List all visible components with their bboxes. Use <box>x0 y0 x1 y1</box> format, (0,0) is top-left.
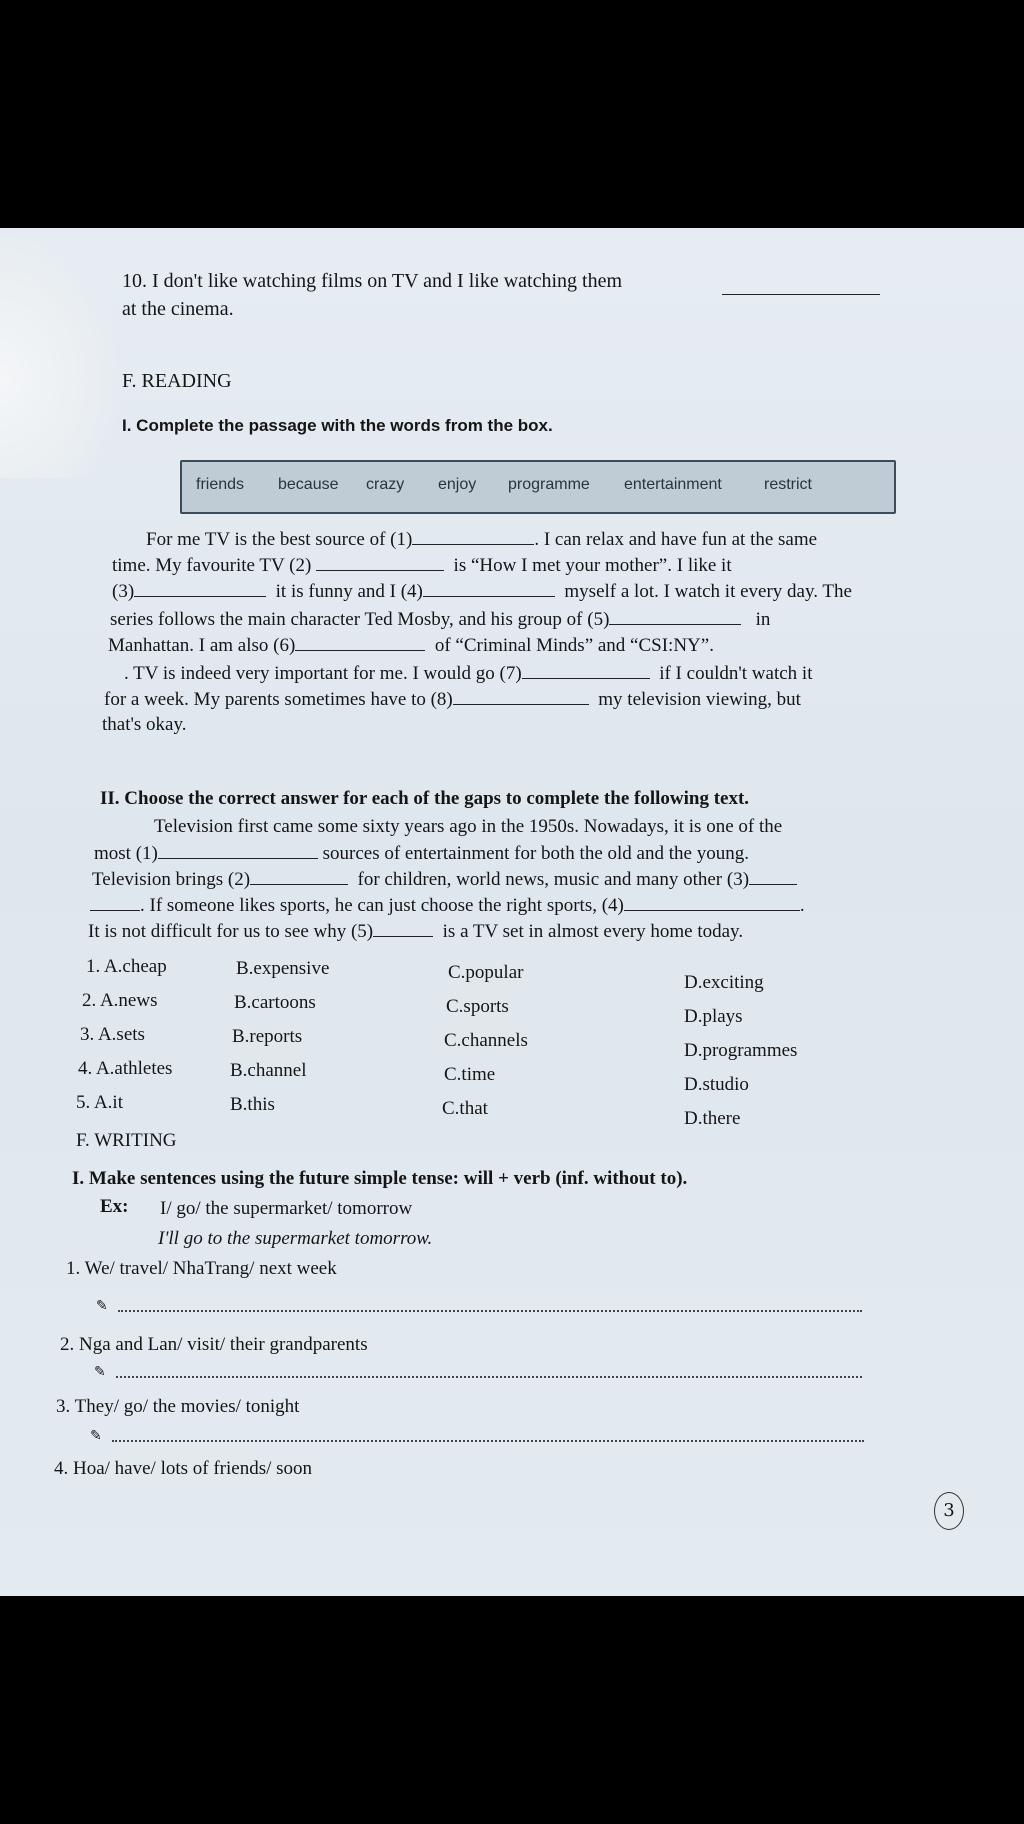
option-4d[interactable]: D.studio <box>684 1074 749 1095</box>
gap-2[interactable] <box>316 554 444 571</box>
writing-item-2: 2. Nga and Lan/ visit/ their grandparents <box>60 1334 368 1355</box>
option-4b[interactable]: B.channel <box>230 1060 307 1081</box>
option-5b[interactable]: B.this <box>230 1094 275 1115</box>
gap2-4[interactable] <box>624 894 800 911</box>
example-label: Ex: <box>100 1196 129 1217</box>
option-3b[interactable]: B.reports <box>232 1026 303 1047</box>
option-2d[interactable]: D.plays <box>684 1006 743 1027</box>
option-1a[interactable]: 1. A.cheap <box>86 956 167 977</box>
pen-icon: ✎ <box>90 1428 102 1444</box>
writing-item-1: 1. We/ travel/ NhaTrang/ next week <box>66 1258 337 1279</box>
word-restrict: restrict <box>764 476 812 493</box>
word-programme: programme <box>508 476 590 493</box>
option-2c[interactable]: C.sports <box>446 996 509 1017</box>
passage1-line6: . TV is indeed very important for me. I would go (7) if I couldn't watch it <box>124 663 813 684</box>
option-4a[interactable]: 4. A.athletes <box>78 1058 173 1079</box>
gap-3[interactable] <box>134 580 266 597</box>
word-because: because <box>278 476 339 493</box>
example-answer: I'll go to the supermarket tomorrow. <box>158 1228 433 1249</box>
gap2-1[interactable] <box>158 842 318 859</box>
passage1-line5: Manhattan. I am also (6) of “Criminal Minds” and “CSI:NY”. <box>108 635 714 656</box>
option-3a[interactable]: 3. A.sets <box>80 1024 145 1045</box>
page-curl <box>0 228 120 478</box>
word-box <box>180 460 896 514</box>
writing-heading: F. WRITING <box>76 1130 177 1151</box>
passage1-line4: series follows the main character Ted Mosby, and his group of (5) in <box>110 609 771 630</box>
word-enjoy: enjoy <box>438 476 477 493</box>
page-number: 3 <box>934 1492 964 1530</box>
reading-part1-instruction: I. Complete the passage with the words from the box. <box>122 416 553 435</box>
option-1c[interactable]: C.popular <box>448 962 524 983</box>
reading-part2-instruction: II. Choose the correct answer for each of the gaps to complete the following text. <box>100 788 750 809</box>
option-3c[interactable]: C.channels <box>444 1030 528 1051</box>
writing-item-3: 3. They/ go/ the movies/ tonight <box>56 1396 300 1417</box>
question-10-line2: at the cinema. <box>122 298 234 320</box>
gap-4[interactable] <box>423 580 555 597</box>
passage2-line1: Television first came some sixty years ago in the 1950s. Nowadays, it is one of the <box>154 816 783 837</box>
pen-icon: ✎ <box>94 1364 106 1380</box>
word-crazy: crazy <box>366 476 405 493</box>
question-10-line1: 10. I don't like watching films on TV and I like watching them <box>122 270 622 292</box>
option-1d[interactable]: D.exciting <box>684 972 764 993</box>
example-prompt: I/ go/ the supermarket/ tomorrow <box>160 1198 413 1219</box>
passage2-line2: most (1) sources of entertainment for both the old and the young. <box>94 843 749 864</box>
word-friends: friends <box>196 476 245 493</box>
writing-item-4: 4. Hoa/ have/ lots of friends/ soon <box>54 1458 313 1479</box>
gap2-3-cont[interactable] <box>90 894 140 911</box>
passage1-line3: (3) it is funny and I (4) myself a lot. I watch it every day. The <box>112 581 852 602</box>
passage2-line4: . If someone likes sports, he can just choose the right sports, (4) . <box>90 894 805 917</box>
passage2-line5: It is not difficult for us to see why (5) is a TV set in almost every home today. <box>88 921 744 942</box>
reading-heading: F. READING <box>122 370 232 392</box>
gap-1[interactable] <box>412 528 534 545</box>
passage1-line8: that's okay. <box>102 714 187 735</box>
option-1b[interactable]: B.expensive <box>236 958 330 979</box>
option-5c[interactable]: C.that <box>442 1098 488 1119</box>
gap2-3[interactable] <box>749 868 797 885</box>
pen-icon: ✎ <box>96 1298 108 1314</box>
option-4c[interactable]: C.time <box>444 1064 496 1085</box>
passage1-line2: time. My favourite TV (2) is “How I met your mother”. I like it <box>112 555 732 576</box>
question-10-blank[interactable] <box>722 278 880 295</box>
passage1-line1: For me TV is the best source of (1) . I can relax and have fun at the same <box>146 529 818 550</box>
answer-line-1[interactable] <box>118 1310 862 1312</box>
gap-6[interactable] <box>295 634 425 651</box>
option-5d[interactable]: D.there <box>684 1108 741 1129</box>
writing-instruction: I. Make sentences using the future simple tense: will + verb (inf. without to). <box>72 1168 688 1189</box>
gap-5[interactable] <box>609 608 741 625</box>
option-5a[interactable]: 5. A.it <box>76 1092 123 1113</box>
answer-line-3[interactable] <box>112 1440 864 1442</box>
gap-8[interactable] <box>453 688 589 705</box>
gap2-2[interactable] <box>250 868 348 885</box>
option-2b[interactable]: B.cartoons <box>234 992 316 1013</box>
passage2-line3: Television brings (2) for children, world news, music and many other (3) <box>92 868 797 891</box>
option-2a[interactable]: 2. A.news <box>82 990 158 1011</box>
passage1-line7: for a week. My parents sometimes have to (8) my television viewing, but <box>104 689 801 710</box>
worksheet-page <box>0 228 1024 1596</box>
word-entertainment: entertainment <box>624 476 722 493</box>
option-3d[interactable]: D.programmes <box>684 1040 798 1061</box>
gap-7[interactable] <box>522 662 650 679</box>
answer-line-2[interactable] <box>116 1376 862 1378</box>
gap2-5[interactable] <box>373 920 433 937</box>
